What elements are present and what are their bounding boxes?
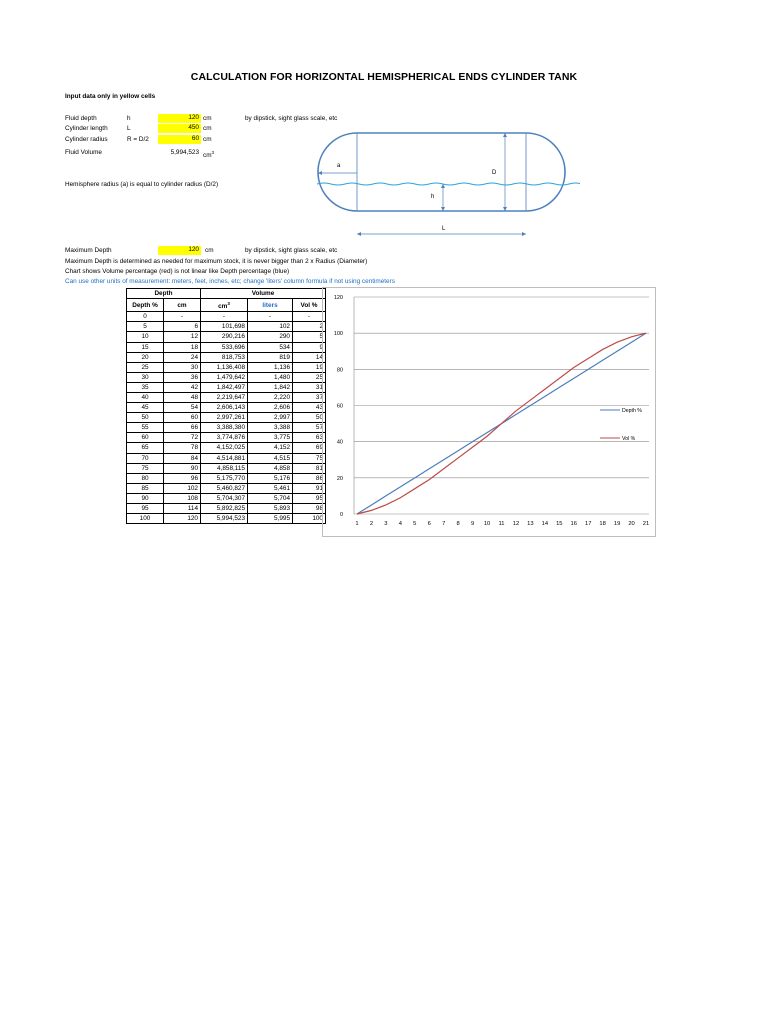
table-row (127, 413, 326, 423)
cell-depth-pct[interactable]: 15 (127, 342, 164, 352)
cell-liters: 102 (248, 322, 293, 332)
cell-cm: 12 (164, 332, 201, 342)
cell-vol-pct: 2 (293, 322, 326, 332)
table-row (127, 423, 326, 433)
cell-cm: 36 (164, 372, 201, 382)
cylinder-radius-input[interactable]: 60 (158, 135, 201, 144)
cell-depth-pct[interactable]: 55 (127, 423, 164, 433)
cell-depth-pct[interactable]: 30 (127, 372, 164, 382)
cell-liters: 1,136 (248, 362, 293, 372)
cylinder-length-input[interactable]: 450 (158, 124, 201, 133)
table-row (127, 403, 326, 413)
cell-cm3: 5,892,825 (201, 504, 248, 514)
cell-vol-pct: 57 (293, 423, 326, 433)
y-tick-label: 100 (333, 331, 343, 338)
cell-cm: 108 (164, 493, 201, 503)
table-header-row (127, 299, 326, 312)
cylinder-length-label: Cylinder length (65, 125, 108, 132)
cell-cm: - (164, 312, 201, 322)
header-cm3: $cm^3$ (201, 299, 248, 312)
cell-cm: 24 (164, 352, 201, 362)
cell-cm3: - (201, 312, 248, 322)
note-chart: Chart shows Volume percentage (red) is not linear like Depth percentage (blue) (65, 268, 290, 275)
cell-depth-pct[interactable]: 100 (127, 514, 164, 524)
cylinder-length-unit: cm (203, 125, 212, 132)
cell-vol-pct: 50 (293, 413, 326, 423)
table-row (127, 312, 326, 322)
cell-vol-pct: 9 (293, 342, 326, 352)
cell-cm: 66 (164, 423, 201, 433)
cell-depth-pct[interactable]: 40 (127, 392, 164, 402)
header-liters: liters (248, 299, 293, 312)
table-row (127, 362, 326, 372)
cell-depth-pct[interactable]: 85 (127, 483, 164, 493)
x-tick-label: 1 (355, 521, 359, 527)
fluid-depth-label: Fluid depth (65, 115, 97, 122)
cell-liters: 3,775 (248, 433, 293, 443)
cell-cm3: 533,696 (201, 342, 248, 352)
x-tick-label: 7 (442, 521, 446, 527)
table-row (127, 352, 326, 362)
table-row (127, 483, 326, 493)
depth-group-header: Depth (127, 289, 201, 299)
cell-vol-pct: 91 (293, 483, 326, 493)
page-title: CALCULATION FOR HORIZONTAL HEMISPHERICAL ENDS CYLINDER TANK (190, 71, 578, 83)
input-note: Input data only in yellow cells (65, 93, 156, 100)
table-group-header-row (127, 289, 326, 299)
cell-liters: 5,704 (248, 493, 293, 503)
legend-label: Vol % (622, 436, 636, 442)
label-L: L (442, 226, 446, 232)
fluid-volume-value: 5,994,523 (170, 149, 199, 156)
cylinder-radius-symbol: R = D/2 (127, 136, 149, 143)
cell-depth-pct[interactable]: 50 (127, 413, 164, 423)
fluid-depth-note: by dipstick, sight glass scale, etc (245, 115, 338, 122)
cell-cm: 48 (164, 392, 201, 402)
cell-cm: 30 (164, 362, 201, 372)
label-a: a (337, 163, 341, 169)
x-tick-label: 16 (570, 521, 577, 527)
cell-depth-pct[interactable]: 60 (127, 433, 164, 443)
cell-cm: 54 (164, 403, 201, 413)
cell-liters: 5,461 (248, 483, 293, 493)
cell-cm: 114 (164, 504, 201, 514)
cell-vol-pct: 63 (293, 433, 326, 443)
y-tick-label: 80 (336, 367, 343, 374)
cylinder-radius-unit: cm (203, 136, 212, 143)
table-row (127, 493, 326, 503)
cell-liters: 1,480 (248, 372, 293, 382)
cell-liters: 4,858 (248, 463, 293, 473)
cell-depth-pct[interactable]: 10 (127, 332, 164, 342)
cell-cm: 78 (164, 443, 201, 453)
cell-liters: 290 (248, 332, 293, 342)
cell-liters: - (248, 312, 293, 322)
cell-depth-pct[interactable]: 70 (127, 453, 164, 463)
x-tick-label: 4 (398, 521, 402, 527)
note-max-depth: Maximum Depth is determined as needed for maximum stock, it is never bigger than 2 x Radius (Diameter) (65, 258, 368, 265)
cell-cm: 18 (164, 342, 201, 352)
cell-liters: 5,995 (248, 514, 293, 524)
label-h: h (431, 194, 435, 200)
cell-cm3: 3,388,380 (201, 423, 248, 433)
depth-volume-chart (323, 288, 657, 538)
cell-cm: 60 (164, 413, 201, 423)
header-vol-pct: Vol % (293, 299, 326, 312)
x-tick-label: 18 (599, 521, 606, 527)
max-depth-note: by dipstick, sight glass scale, etc (245, 247, 338, 254)
cell-depth-pct[interactable]: 80 (127, 473, 164, 483)
fluid-volume-unit: $cm^3$ (203, 150, 215, 160)
table-row (127, 322, 326, 332)
cell-cm3: 1,842,497 (201, 382, 248, 392)
cell-vol-pct: 86 (293, 473, 326, 483)
tank-diagram (305, 130, 580, 240)
cell-cm3: 3,774,876 (201, 433, 248, 443)
volume-group-header: Volume (201, 289, 326, 299)
cell-cm: 102 (164, 483, 201, 493)
tank-outline (318, 133, 565, 211)
cell-vol-pct: 31 (293, 382, 326, 392)
cell-cm3: 2,219,647 (201, 392, 248, 402)
cell-vol-pct: 98 (293, 504, 326, 514)
cell-depth-pct[interactable]: 35 (127, 382, 164, 392)
y-tick-label: 120 (333, 295, 343, 301)
x-tick-label: 3 (384, 521, 388, 527)
cell-depth-pct[interactable]: 65 (127, 443, 164, 453)
table-row (127, 473, 326, 483)
cell-liters: 2,220 (248, 392, 293, 402)
cell-cm3: 1,479,642 (201, 372, 248, 382)
cell-cm3: 2,997,261 (201, 413, 248, 423)
cell-cm3: 5,994,523 (201, 514, 248, 524)
x-tick-label: 15 (556, 521, 563, 527)
x-tick-label: 14 (541, 521, 549, 527)
table-row (127, 332, 326, 342)
cell-cm3: 2,606,143 (201, 403, 248, 413)
cell-cm3: 5,704,307 (201, 493, 248, 503)
table-row (127, 433, 326, 443)
cell-vol-pct: 95 (293, 493, 326, 503)
table-row (127, 372, 326, 382)
note-units: Can use other units of measurement: meters, feet, inches, etc; change 'liters' column formula if not using centimeters (65, 278, 395, 285)
cell-liters: 4,515 (248, 453, 293, 463)
cell-depth-pct[interactable]: 0 (127, 312, 164, 322)
fluid-depth-unit: cm (203, 115, 212, 122)
y-tick-label: 20 (336, 475, 343, 482)
cell-depth-pct[interactable]: 90 (127, 493, 164, 503)
cell-cm3: 290,216 (201, 332, 248, 342)
cell-cm3: 101,698 (201, 322, 248, 332)
y-tick-label: 0 (339, 512, 343, 518)
cell-liters: 3,388 (248, 423, 293, 433)
x-tick-label: 5 (413, 521, 417, 527)
table-row (127, 514, 326, 524)
fluid-depth-symbol: h (127, 115, 131, 122)
x-tick-label: 12 (512, 521, 520, 527)
fluid-volume-label: Fluid Volume (65, 149, 102, 156)
cell-cm: 72 (164, 433, 201, 443)
cell-liters: 5,176 (248, 473, 293, 483)
x-tick-label: 17 (584, 521, 592, 527)
cell-depth-pct[interactable]: 95 (127, 504, 164, 514)
cell-vol-pct: 5 (293, 332, 326, 342)
cell-cm: 90 (164, 463, 201, 473)
cell-vol-pct: 69 (293, 443, 326, 453)
cell-cm3: 5,460,827 (201, 483, 248, 493)
table-row (127, 443, 326, 453)
cell-cm3: 5,175,770 (201, 473, 248, 483)
x-tick-label: 2 (369, 521, 374, 527)
cell-cm: 96 (164, 473, 201, 483)
cell-cm: 84 (164, 453, 201, 463)
cell-depth-pct[interactable]: 75 (127, 463, 164, 473)
cell-vol-pct: 81 (293, 463, 326, 473)
fluid-depth-input[interactable]: 120 (158, 114, 201, 123)
cell-cm3: 4,858,115 (201, 463, 248, 473)
table-body (127, 312, 326, 524)
x-tick-label: 21 (642, 521, 650, 527)
cell-cm: 120 (164, 514, 201, 524)
max-depth-input[interactable]: 120 (158, 246, 201, 255)
table-row (127, 463, 326, 473)
cell-liters: 2,997 (248, 413, 293, 423)
cell-liters: 5,893 (248, 504, 293, 514)
y-tick-label: 60 (336, 403, 343, 410)
cell-vol-pct: 14 (293, 352, 326, 362)
cell-cm3: 818,753 (201, 352, 248, 362)
table-row (127, 382, 326, 392)
y-tick-label: 40 (336, 439, 343, 446)
max-depth-label: Maximum Depth (65, 247, 112, 254)
x-tick-label: 20 (628, 521, 635, 527)
x-tick-label: 10 (483, 521, 491, 527)
cell-depth-pct[interactable]: 45 (127, 403, 164, 413)
cell-cm3: 4,152,025 (201, 443, 248, 453)
cell-liters: 819 (248, 352, 293, 362)
cylinder-length-symbol: L (127, 125, 131, 132)
cell-depth-pct[interactable]: 5 (127, 322, 164, 332)
x-tick-label: 8 (456, 521, 460, 527)
chart-area (322, 287, 656, 537)
header-depth-pct: Depth % (127, 299, 164, 312)
legend-label: Depth % (622, 408, 642, 414)
cell-cm3: 1,136,408 (201, 362, 248, 372)
cell-vol-pct: 25 (293, 372, 326, 382)
cell-vol-pct: 75 (293, 453, 326, 463)
cell-vol-pct: 19 (293, 362, 326, 372)
x-tick-label: 9 (470, 521, 475, 527)
x-tick-label: 19 (613, 521, 621, 527)
x-tick-label: 13 (527, 521, 534, 527)
cell-liters: 2,606 (248, 403, 293, 413)
cell-cm: 42 (164, 382, 201, 392)
cell-cm: 6 (164, 322, 201, 332)
table-row (127, 392, 326, 402)
cell-cm3: 4,514,881 (201, 453, 248, 463)
x-tick-label: 6 (427, 521, 431, 527)
cell-vol-pct: - (293, 312, 326, 322)
cell-liters: 534 (248, 342, 293, 352)
cell-vol-pct: 37 (293, 392, 326, 402)
cell-vol-pct: 100 (293, 514, 326, 524)
max-depth-unit: cm (205, 247, 214, 254)
table-row (127, 453, 326, 463)
cell-liters: 1,842 (248, 382, 293, 392)
hemisphere-note: Hemisphere radius (a) is equal to cylinder radius (D/2) (65, 181, 219, 188)
cell-vol-pct: 43 (293, 403, 326, 413)
table-row (127, 342, 326, 352)
cell-liters: 4,152 (248, 443, 293, 453)
label-D: D (492, 170, 497, 176)
x-tick-label: 11 (498, 521, 505, 527)
table-row (127, 504, 326, 514)
cell-depth-pct[interactable]: 25 (127, 362, 164, 372)
fluid-surface (317, 183, 580, 185)
depth-volume-table (126, 288, 326, 524)
header-cm: cm (164, 299, 201, 312)
cell-depth-pct[interactable]: 20 (127, 352, 164, 362)
cylinder-radius-label: Cylinder radius (65, 136, 108, 143)
